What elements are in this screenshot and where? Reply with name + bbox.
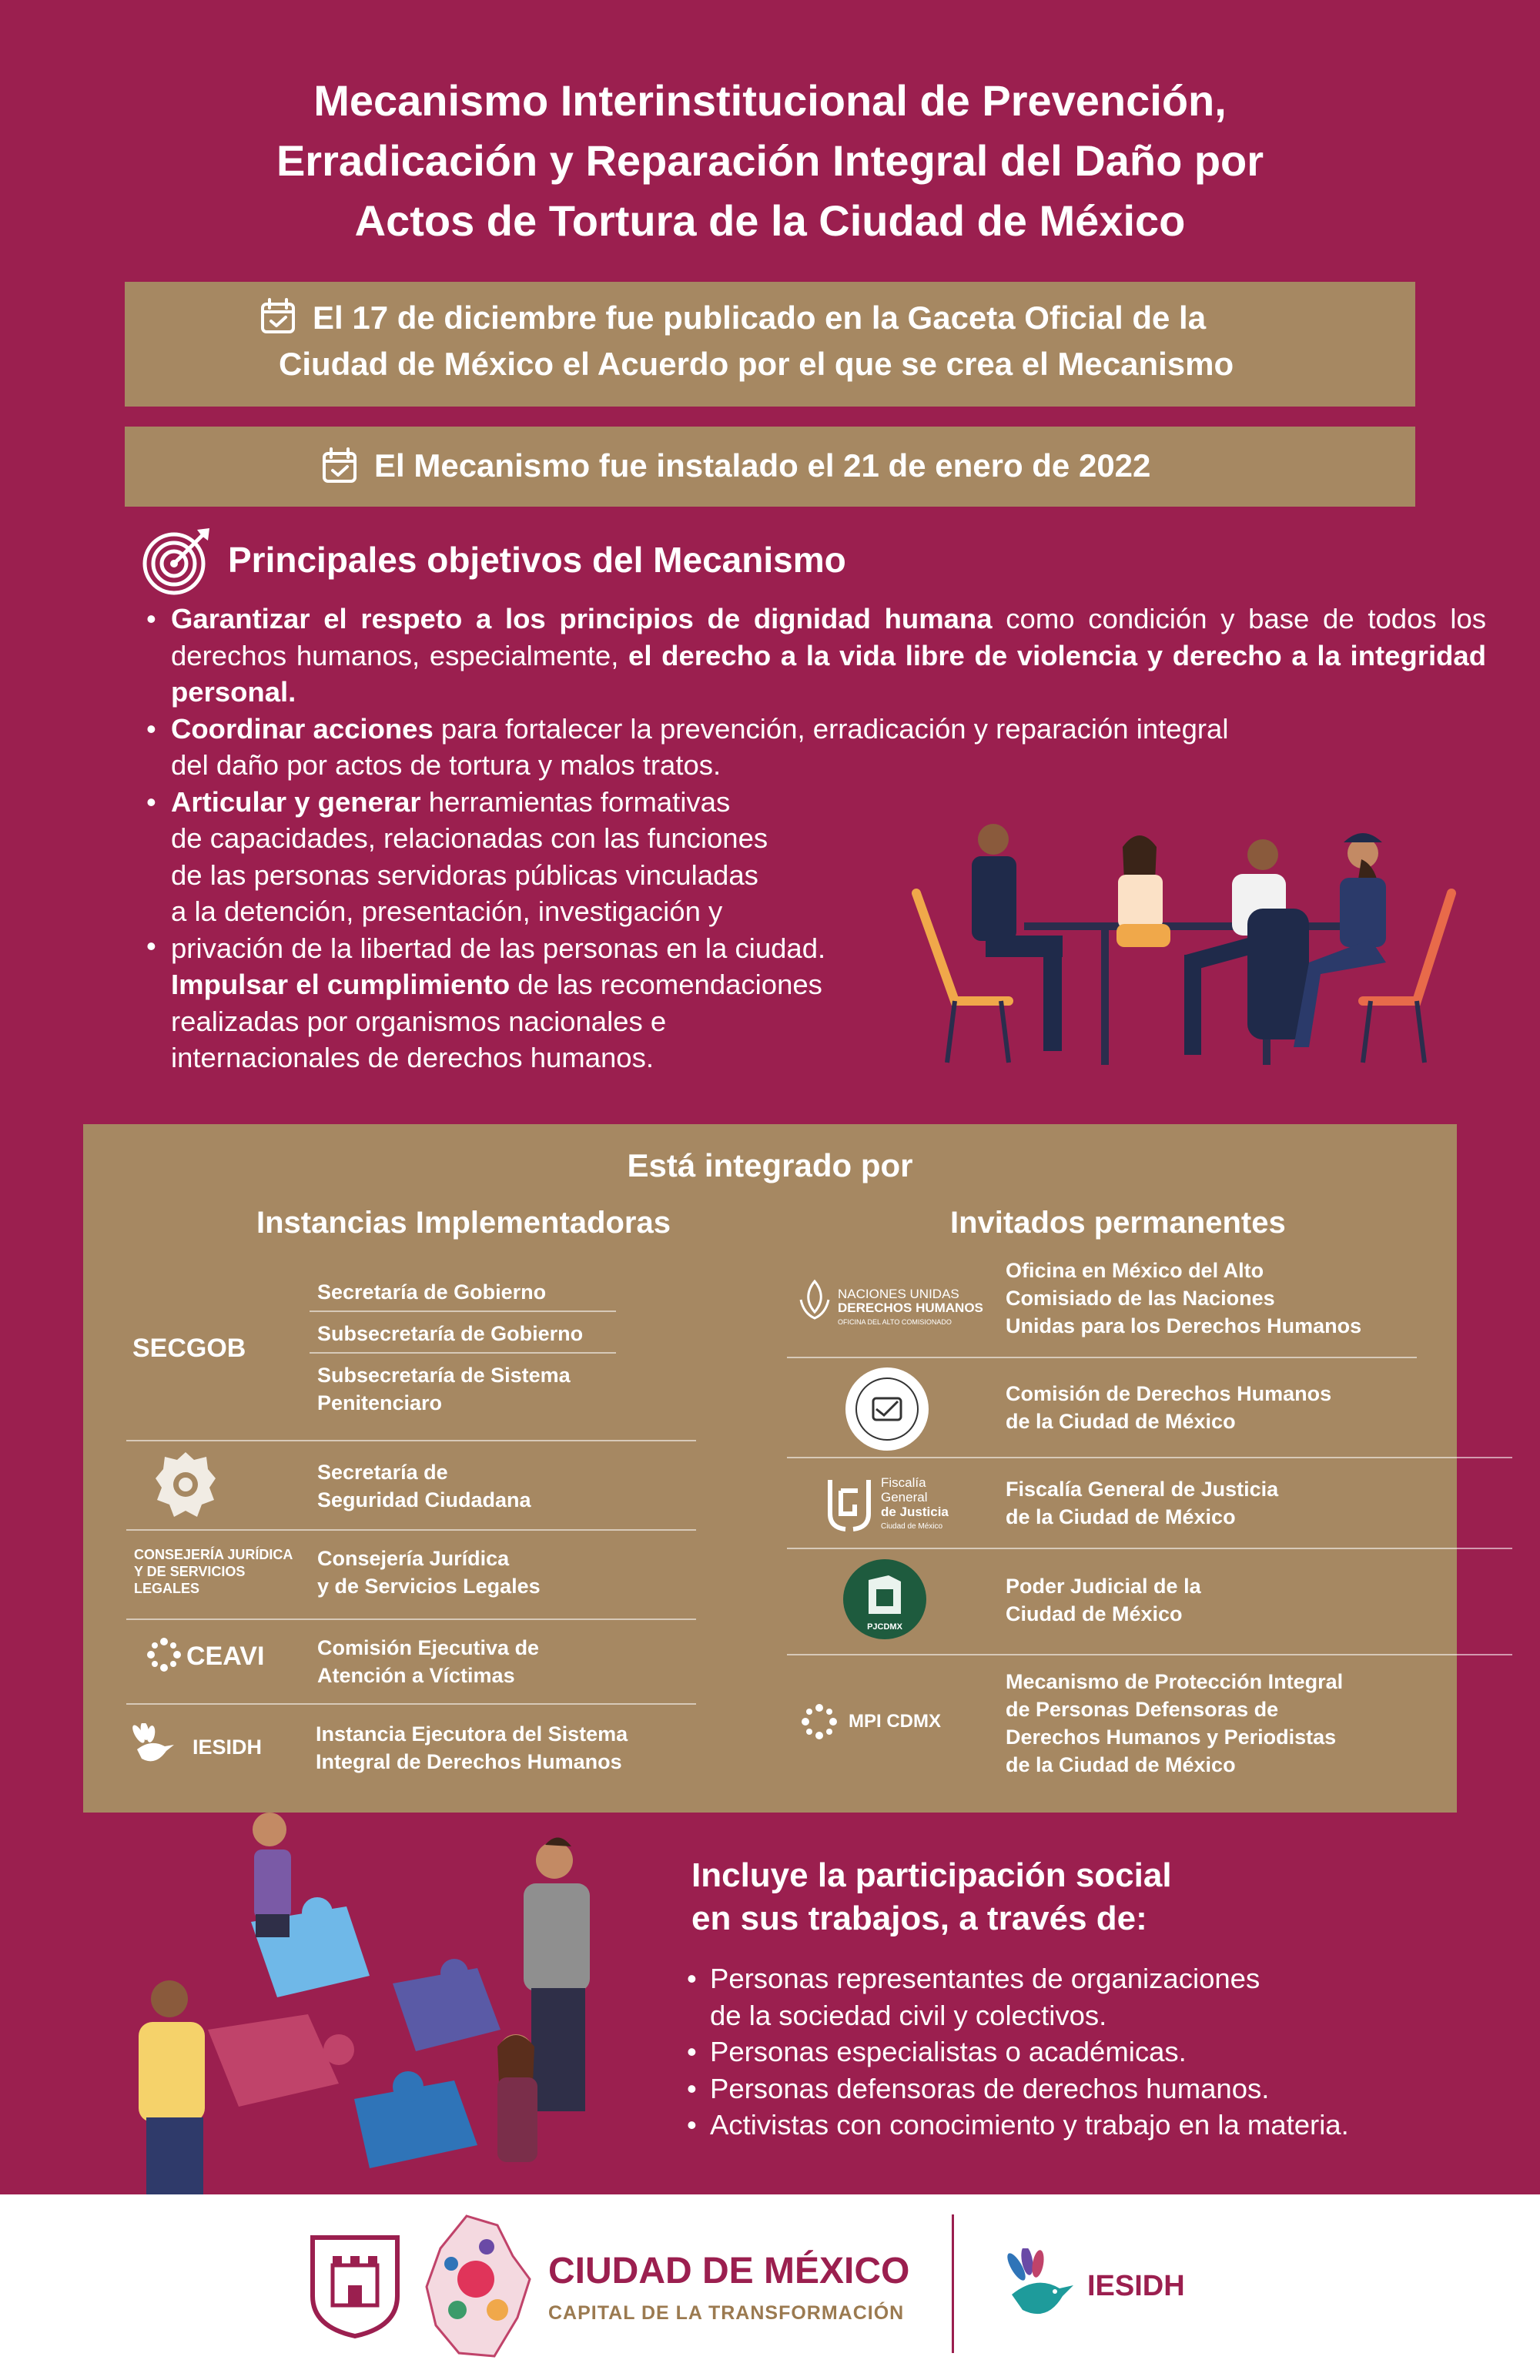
- un-name: Oficina en México del Alto Comisiado de las Naciones Unidas para los Derechos Humanos: [1006, 1259, 1362, 1337]
- publication-notice: [125, 282, 1415, 407]
- divider: [310, 1352, 616, 1354]
- iesidh-bird-icon: [1001, 2248, 1078, 2329]
- publication-notice-line1: El 17 de diciembre fue publicado en la Gaceta Oficial de la: [313, 300, 1207, 336]
- footer: [0, 2194, 1540, 2380]
- iesidh-logo: IESIDH: [192, 1736, 263, 1759]
- ceavi-logo: CEAVI: [186, 1642, 265, 1671]
- mpi-flower-icon: [801, 1703, 838, 1744]
- mpi-logo: MPI CDMX: [849, 1711, 941, 1732]
- iesidh-footer-label: IESIDH: [1087, 2270, 1185, 2302]
- installation-notice: [125, 427, 1415, 507]
- calendar-check-icon: [320, 447, 359, 489]
- social-item: • Personas representantes de organizaciones de la sociedad civil y colectivos.: [687, 1963, 1260, 2031]
- ceavi-name: Comisión Ejecutiva de Atención a Víctimas: [317, 1636, 540, 1687]
- fgj-logo-icon: [824, 1475, 875, 1536]
- implementers-heading: Instancias Implementadoras: [256, 1206, 671, 1240]
- social-item: • Personas defensoras de derechos humanos.: [687, 2072, 1270, 2104]
- mpi-name: Mecanismo de Protección Integral de Personas Defensoras de Derechos Humanos y Periodistas de la Ciudad de México: [1006, 1670, 1344, 1776]
- social-heading: Incluye la participación social en sus trabajos, a través de:: [691, 1856, 1172, 1937]
- pjcdmx-logo-text: PJCDMX: [867, 1622, 902, 1632]
- iesidh-bird-icon: [128, 1723, 177, 1770]
- social-item: • Personas especialistas o académicas.: [687, 2036, 1187, 2067]
- cdmx-shield-icon: [310, 2234, 400, 2343]
- un-logo: NACIONES UNIDAS DERECHOS HUMANOS OFICINA DEL ALTO COMISIONADO: [838, 1287, 983, 1326]
- fgj-logo: Fiscalía General de Justicia Ciudad de México: [881, 1475, 949, 1531]
- objectives-heading: Principales objetivos del Mecanismo: [228, 540, 846, 580]
- ceavi-flower-icon: [146, 1637, 182, 1676]
- bullet-dot: •: [146, 930, 156, 962]
- secgob-item: Subsecretaría de Sistema: [317, 1364, 571, 1387]
- social-list: [687, 1960, 1349, 2144]
- pjcdmx-name: Poder Judicial de la Ciudad de México: [1006, 1575, 1201, 1625]
- un-flame-icon: [796, 1278, 833, 1325]
- cdmx-floral-map-icon: [420, 2210, 536, 2368]
- iesidh-name: Instancia Ejecutora del Sistema Integral de Derechos Humanos: [316, 1722, 628, 1773]
- divider: [787, 1357, 1417, 1358]
- permanent-guests-heading: Invitados permanentes: [950, 1206, 1286, 1240]
- integration-panel: [83, 1124, 1457, 1813]
- footer-divider: [952, 2214, 954, 2353]
- secgob-item: Penitenciaro: [317, 1391, 443, 1414]
- target-icon: [140, 524, 214, 601]
- divider: [787, 1654, 1512, 1655]
- police-badge-icon: [154, 1451, 217, 1524]
- divider: [126, 1529, 696, 1531]
- cdmx-subtitle: CAPITAL DE LA TRANSFORMACIÓN: [548, 2302, 905, 2324]
- calendar-check-icon: [259, 297, 297, 340]
- secgob-item: Secretaría de Gobierno: [317, 1280, 547, 1304]
- cdhcm-name: Comisión de Derechos Humanos de la Ciudad de México: [1006, 1382, 1332, 1433]
- puzzle-illustration: [116, 1806, 608, 2198]
- divider: [126, 1703, 696, 1705]
- ssc-name: Secretaría de Seguridad Ciudadana: [317, 1461, 531, 1511]
- divider: [787, 1457, 1512, 1458]
- cdmx-title: CIUDAD DE MÉXICO: [548, 2251, 910, 2291]
- divider: [310, 1311, 616, 1312]
- objective-item: • Garantizar el respeto a los principios de dignidad humana como condición y base de todos los derechos humanos, especialmente, el derecho a la vida libre de violencia y derecho a la integridad personal.: [146, 603, 1487, 708]
- consejeria-name: Consejería Jurídica y de Servicios Legales: [317, 1547, 541, 1598]
- divider: [126, 1618, 696, 1620]
- pjcdmx-logo-icon: [842, 1558, 927, 1644]
- fgj-name: Fiscalía General de Justicia de la Ciudad de México: [1006, 1478, 1279, 1528]
- objective-item: • Articular y generar herramientas formativas de capacidades, relacionadas con las funciones de las personas servidoras públicas vinculadas a la detención, presentación, investigación y privación de la libertad de las personas en la ciudad.: [146, 785, 826, 964]
- divider: [126, 1440, 696, 1441]
- consejeria-logo: CONSEJERÍA JURÍDICA Y DE SERVICIOS LEGALES: [134, 1547, 293, 1596]
- social-item: • Activistas con conocimiento y trabajo en la materia.: [687, 2109, 1349, 2141]
- secgob-logo: SECGOB: [132, 1334, 246, 1363]
- objective-item: • Coordinar acciones para fortalecer la prevención, erradicación y reparación integral del daño por actos de tortura y malos tratos.: [146, 712, 1229, 781]
- page-title: Mecanismo Interinstitucional de Prevención, Erradicación y Reparación Integral del Daño por Actos de Tortura de la Ciudad de México: [276, 76, 1264, 245]
- integration-title: Está integrado por: [627, 1147, 913, 1183]
- divider: [787, 1548, 1512, 1549]
- installation-notice-text: El Mecanismo fue instalado el 21 de enero de 2022: [374, 447, 1151, 484]
- meeting-illustration: [909, 808, 1463, 1074]
- publication-notice-line2: Ciudad de México el Acuerdo por el que se crea el Mecanismo: [279, 346, 1234, 382]
- secgob-item: Subsecretaría de Gobierno: [317, 1322, 584, 1345]
- cdhcm-seal-icon: [844, 1366, 930, 1456]
- objective-item: Impulsar el cumplimiento de las recomendaciones realizadas por organismos nacionales e internacionales de derechos humanos.: [171, 969, 822, 1073]
